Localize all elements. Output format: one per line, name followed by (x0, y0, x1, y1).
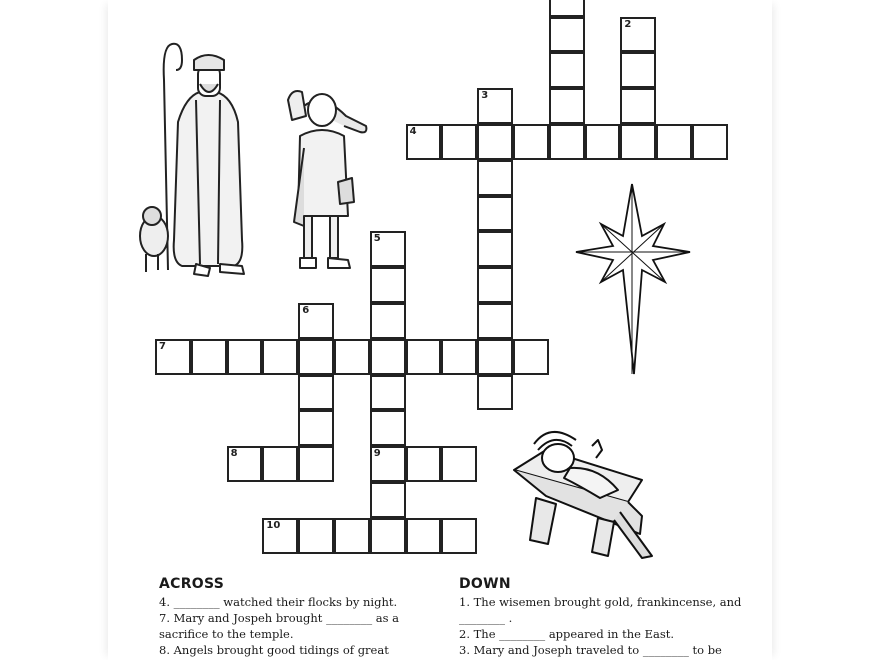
crossword-cell[interactable] (298, 339, 334, 375)
crossword-cell[interactable] (262, 446, 298, 482)
crossword-cell[interactable] (549, 52, 585, 88)
crossword-cell[interactable] (298, 375, 334, 411)
crossword-cell[interactable] (298, 303, 334, 339)
crossword-cell[interactable] (227, 339, 263, 375)
crossword-cell[interactable] (477, 124, 513, 160)
crossword-cell[interactable] (620, 52, 656, 88)
crossword-cell[interactable] (441, 518, 477, 554)
across-clue: 7. Mary and Jospeh brought ________ as a sacrifice to the temple. (159, 611, 400, 641)
crossword-cell[interactable] (585, 124, 621, 160)
crossword-cell[interactable] (620, 17, 656, 53)
crossword-cell[interactable] (477, 267, 513, 303)
clue-number: 9 (373, 448, 381, 460)
clue-number: 8 (230, 448, 238, 460)
crossword-cell[interactable] (477, 375, 513, 411)
crossword-cell[interactable] (441, 446, 477, 482)
clue-number: 7 (159, 340, 166, 352)
crossword-cell[interactable] (370, 482, 406, 518)
crossword-cell[interactable] (656, 124, 692, 160)
crossword-cell[interactable] (370, 518, 406, 554)
crossword-cell[interactable] (549, 0, 585, 17)
crossword-cell[interactable] (692, 124, 728, 160)
crossword-cell[interactable] (298, 446, 334, 482)
across-heading: ACROSS (159, 576, 225, 592)
crossword-cell[interactable] (513, 339, 549, 375)
crossword-cell[interactable] (549, 88, 585, 124)
across-clue: 4. ________ watched their flocks by night. (159, 595, 398, 609)
crossword-cell[interactable] (441, 124, 477, 160)
clue-number: 4 (409, 126, 417, 137)
clue-number: 3 (481, 90, 489, 102)
down-clues (459, 576, 749, 658)
crossword-cell[interactable] (370, 303, 406, 339)
crossword-cell[interactable] (298, 410, 334, 446)
crossword-cell[interactable] (370, 339, 406, 375)
clue-number: 2 (624, 18, 632, 30)
crossword-cell[interactable] (155, 339, 191, 375)
down-clue: 2. The ________ appeared in the East. (459, 627, 675, 641)
crossword-cell[interactable] (477, 303, 513, 339)
crossword-cell[interactable] (370, 267, 406, 303)
across-clues (159, 576, 419, 658)
crossword-cell[interactable] (441, 339, 477, 375)
across-clue: 8. Angels brought good tidings of great (159, 643, 389, 657)
clue-number: 10 (266, 519, 281, 531)
crossword-cell[interactable] (262, 518, 298, 554)
clue-number: 5 (373, 233, 381, 245)
crossword-cell[interactable] (549, 17, 585, 53)
crossword-cell[interactable] (477, 231, 513, 267)
crossword-cell[interactable] (620, 88, 656, 124)
crossword-cell[interactable] (262, 339, 298, 375)
crossword-cell[interactable] (227, 446, 263, 482)
down-heading: DOWN (459, 576, 511, 592)
crossword-cell[interactable] (334, 518, 370, 554)
crossword-cell[interactable] (477, 160, 513, 196)
crossword-cell[interactable] (549, 124, 585, 160)
down-clue: 3. Mary and Joseph traveled to ________ to be (459, 643, 722, 657)
crossword-cell[interactable] (334, 339, 370, 375)
clue-number: 6 (302, 305, 310, 316)
crossword-cell[interactable] (620, 124, 656, 160)
crossword-cell[interactable] (406, 518, 442, 554)
crossword-cell[interactable] (370, 446, 406, 482)
crossword-cell[interactable] (191, 339, 227, 375)
down-clue: 1. The wisemen brought gold, frankincense, and ________ . (459, 595, 742, 625)
crossword-cell[interactable] (477, 196, 513, 232)
crossword-cell[interactable] (370, 375, 406, 411)
crossword-cell[interactable] (298, 518, 334, 554)
crossword-cell[interactable] (370, 231, 406, 267)
crossword-cell[interactable] (406, 124, 442, 160)
crossword-cell[interactable] (406, 339, 442, 375)
crossword-cell[interactable] (477, 339, 513, 375)
crossword-cell[interactable] (513, 124, 549, 160)
crossword-cell[interactable] (370, 410, 406, 446)
crossword-cell[interactable] (477, 88, 513, 124)
crossword-cell[interactable] (406, 446, 442, 482)
